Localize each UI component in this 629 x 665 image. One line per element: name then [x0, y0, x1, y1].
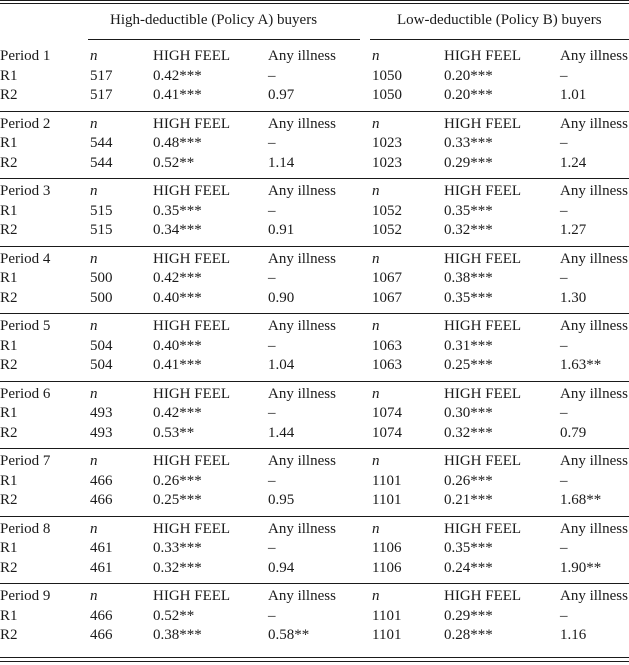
col-label-feel-a: HIGH FEEL [153, 115, 231, 132]
row-label: R2 [0, 87, 18, 104]
row-label: R2 [0, 154, 18, 171]
cell-bn: 1023 [372, 154, 402, 171]
period-divider [0, 111, 629, 112]
cell-afeel: 0.38*** [153, 627, 202, 644]
cell-afeel: 0.48*** [153, 135, 202, 152]
cell-aill: – [268, 337, 276, 354]
cell-afeel: 0.42*** [153, 67, 202, 84]
period-header-row [0, 249, 629, 269]
col-label-n-b: n [372, 385, 380, 402]
cell-an: 493 [90, 405, 113, 422]
cell-bfeel: 0.32*** [444, 222, 493, 239]
group-header-a: High-deductible (Policy A) buyers [110, 12, 318, 28]
table-row [0, 268, 629, 288]
cell-aill: 0.95 [268, 492, 295, 509]
table-row [0, 85, 629, 105]
cell-afeel: 0.25*** [153, 492, 202, 509]
cell-bn: 1050 [372, 87, 402, 104]
cell-an: 466 [90, 607, 113, 624]
table-row [0, 403, 629, 423]
cell-an: 466 [90, 492, 113, 509]
col-label-n-b: n [372, 520, 380, 537]
cell-bn: 1063 [372, 337, 402, 354]
table-row [0, 66, 629, 86]
cell-bn: 1063 [372, 357, 402, 374]
period-header-row [0, 519, 629, 539]
col-label-feel-b: HIGH FEEL [444, 318, 522, 334]
period-divider [0, 313, 629, 314]
cell-bn: 1074 [372, 424, 402, 441]
row-label: R2 [0, 627, 18, 644]
cell-aill: – [268, 135, 276, 152]
col-label-feel-a: HIGH FEEL [153, 588, 231, 604]
col-label-n-b: n [372, 588, 380, 604]
cell-aill: 0.94 [268, 559, 295, 576]
row-label: R1 [0, 67, 18, 84]
cell-aill: – [268, 405, 276, 422]
table-row [0, 423, 629, 443]
cell-an: 544 [90, 135, 113, 152]
cell-an: 515 [90, 202, 113, 219]
cell-bn: 1052 [372, 222, 402, 239]
cell-bn: 1106 [372, 540, 402, 557]
period-header-row [0, 316, 629, 336]
col-label-n-b: n [372, 250, 380, 267]
cell-bill: – [560, 67, 568, 84]
period-divider [0, 246, 629, 247]
cell-an: 461 [90, 540, 113, 557]
col-label-n-a: n [90, 48, 98, 64]
col-label-illness-a: Any illness [268, 318, 336, 334]
period-label: Period 8 [0, 520, 51, 537]
cell-an: 493 [90, 424, 113, 441]
col-label-illness-a: Any illness [268, 250, 336, 267]
cell-bill: – [560, 405, 568, 422]
cell-bfeel: 0.35*** [444, 202, 493, 219]
cell-bill: 0.79 [560, 424, 587, 441]
row-label: R1 [0, 607, 18, 624]
col-label-feel-a: HIGH FEEL [153, 520, 231, 537]
cell-bill: – [560, 540, 568, 557]
cell-an: 504 [90, 337, 113, 354]
col-label-illness-b: Any illness [560, 115, 628, 132]
table-row [0, 133, 629, 153]
col-label-feel-a: HIGH FEEL [153, 183, 231, 199]
cell-bfeel: 0.32*** [444, 424, 493, 441]
row-label: R1 [0, 270, 18, 287]
cell-an: 461 [90, 559, 113, 576]
cell-an: 500 [90, 270, 113, 287]
table-row [0, 355, 629, 375]
cell-bill: – [560, 135, 568, 152]
col-label-n-b: n [372, 453, 380, 469]
cell-bill: – [560, 472, 568, 489]
cell-bill: 1.01 [560, 87, 587, 104]
cell-bill: – [560, 202, 568, 219]
period-header-row [0, 114, 629, 134]
period-divider [0, 583, 629, 584]
bottom-rule [0, 661, 629, 662]
cell-bfeel: 0.28*** [444, 627, 493, 644]
col-label-feel-a: HIGH FEEL [153, 318, 231, 334]
col-label-n-b: n [372, 115, 380, 132]
cell-an: 500 [90, 289, 113, 306]
cell-bn: 1101 [372, 607, 402, 624]
cell-afeel: 0.42*** [153, 270, 202, 287]
cell-bill: 1.68** [560, 492, 602, 509]
cell-bill: 1.90** [560, 559, 602, 576]
col-label-feel-a: HIGH FEEL [153, 385, 231, 402]
col-label-n-a: n [90, 250, 98, 267]
period-header-row [0, 384, 629, 404]
col-label-n-a: n [90, 318, 98, 334]
row-label: R1 [0, 337, 18, 354]
row-label: R2 [0, 559, 18, 576]
cell-aill: 1.14 [268, 154, 295, 171]
period-header-row [0, 46, 629, 66]
col-label-feel-a: HIGH FEEL [153, 453, 231, 469]
top-rule [0, 0, 629, 1]
cell-bn: 1106 [372, 559, 402, 576]
cell-afeel: 0.52** [153, 154, 195, 171]
cell-bn: 1101 [372, 472, 402, 489]
col-label-feel-b: HIGH FEEL [444, 183, 522, 199]
col-label-illness-b: Any illness [560, 385, 628, 402]
col-label-feel-b: HIGH FEEL [444, 588, 522, 604]
cell-bfeel: 0.24*** [444, 559, 493, 576]
cell-afeel: 0.52** [153, 607, 195, 624]
col-label-feel-b: HIGH FEEL [444, 520, 522, 537]
col-label-feel-a: HIGH FEEL [153, 250, 231, 267]
col-label-n-a: n [90, 385, 98, 402]
col-label-n-a: n [90, 520, 98, 537]
cell-afeel: 0.35*** [153, 202, 202, 219]
col-label-illness-b: Any illness [560, 48, 628, 64]
cell-bill: 1.63** [560, 357, 602, 374]
col-label-n-a: n [90, 183, 98, 199]
period-header-row [0, 451, 629, 471]
cell-bfeel: 0.29*** [444, 607, 493, 624]
cell-an: 466 [90, 627, 113, 644]
cell-bill: 1.27 [560, 222, 587, 239]
cell-bn: 1067 [372, 289, 402, 306]
row-label: R1 [0, 540, 18, 557]
table-row [0, 558, 629, 578]
table-row [0, 490, 629, 510]
col-label-n-b: n [372, 183, 380, 199]
period-label: Period 2 [0, 115, 51, 132]
group-header-b: Low-deductible (Policy B) buyers [397, 12, 602, 28]
cell-bn: 1101 [372, 627, 402, 644]
table-row [0, 288, 629, 308]
cell-bfeel: 0.29*** [444, 154, 493, 171]
cell-bill: – [560, 607, 568, 624]
cell-afeel: 0.40*** [153, 337, 202, 354]
cell-an: 466 [90, 472, 113, 489]
col-label-illness-a: Any illness [268, 183, 336, 199]
table-row [0, 220, 629, 240]
period-divider [0, 178, 629, 179]
cell-aill: – [268, 202, 276, 219]
period-label: Period 7 [0, 453, 51, 469]
cell-an: 517 [90, 67, 113, 84]
row-label: R2 [0, 492, 18, 509]
table-row [0, 538, 629, 558]
cell-bfeel: 0.26*** [444, 472, 493, 489]
cell-an: 517 [90, 87, 113, 104]
period-label: Period 5 [0, 318, 51, 334]
cell-afeel: 0.41*** [153, 357, 202, 374]
col-label-feel-a: HIGH FEEL [153, 48, 231, 64]
cell-an: 544 [90, 154, 113, 171]
cell-an: 504 [90, 357, 113, 374]
group-underline-b [370, 39, 629, 40]
cell-an: 515 [90, 222, 113, 239]
period-label: Period 1 [0, 48, 51, 64]
col-label-illness-a: Any illness [268, 588, 336, 604]
cell-bfeel: 0.38*** [444, 270, 493, 287]
cell-aill: – [268, 270, 276, 287]
col-label-feel-b: HIGH FEEL [444, 385, 522, 402]
row-label: R2 [0, 222, 18, 239]
cell-bn: 1074 [372, 405, 402, 422]
col-label-illness-a: Any illness [268, 48, 336, 64]
cell-bill: 1.24 [560, 154, 587, 171]
col-label-n-a: n [90, 453, 98, 469]
col-label-illness-a: Any illness [268, 385, 336, 402]
cell-aill: – [268, 540, 276, 557]
bottom-rule-inner [0, 657, 629, 658]
cell-bn: 1101 [372, 492, 402, 509]
cell-bfeel: 0.33*** [444, 135, 493, 152]
row-label: R1 [0, 472, 18, 489]
table-row [0, 201, 629, 221]
row-label: R2 [0, 357, 18, 374]
col-label-illness-a: Any illness [268, 115, 336, 132]
col-label-illness-b: Any illness [560, 453, 628, 469]
period-divider [0, 516, 629, 517]
col-label-feel-b: HIGH FEEL [444, 453, 522, 469]
row-label: R1 [0, 202, 18, 219]
col-label-illness-b: Any illness [560, 183, 628, 199]
cell-aill: – [268, 67, 276, 84]
period-header-row [0, 586, 629, 606]
cell-bn: 1023 [372, 135, 402, 152]
cell-afeel: 0.42*** [153, 405, 202, 422]
row-label: R2 [0, 289, 18, 306]
cell-bn: 1052 [372, 202, 402, 219]
table-row [0, 336, 629, 356]
period-divider [0, 381, 629, 382]
col-label-n-a: n [90, 588, 98, 604]
period-label: Period 9 [0, 588, 51, 604]
cell-afeel: 0.26*** [153, 472, 202, 489]
cell-bfeel: 0.30*** [444, 405, 493, 422]
top-rule-inner [0, 3, 629, 4]
cell-aill: – [268, 607, 276, 624]
row-label: R1 [0, 135, 18, 152]
cell-bfeel: 0.31*** [444, 337, 493, 354]
cell-aill: – [268, 472, 276, 489]
cell-bill: – [560, 337, 568, 354]
col-label-illness-a: Any illness [268, 520, 336, 537]
table-row [0, 625, 629, 645]
cell-afeel: 0.33*** [153, 540, 202, 557]
cell-aill: 1.44 [268, 424, 295, 441]
period-header-row [0, 181, 629, 201]
cell-afeel: 0.34*** [153, 222, 202, 239]
cell-bill: 1.30 [560, 289, 587, 306]
cell-bfeel: 0.35*** [444, 289, 493, 306]
cell-aill: 1.04 [268, 357, 295, 374]
cell-aill: 0.90 [268, 289, 295, 306]
cell-bn: 1067 [372, 270, 402, 287]
col-label-illness-a: Any illness [268, 453, 336, 469]
cell-bfeel: 0.35*** [444, 540, 493, 557]
cell-afeel: 0.32*** [153, 559, 202, 576]
cell-bfeel: 0.21*** [444, 492, 493, 509]
period-label: Period 3 [0, 183, 51, 199]
cell-aill: 0.97 [268, 87, 295, 104]
col-label-feel-b: HIGH FEEL [444, 115, 522, 132]
cell-bfeel: 0.25*** [444, 357, 493, 374]
col-label-illness-b: Any illness [560, 588, 628, 604]
table-row [0, 606, 629, 626]
col-label-illness-b: Any illness [560, 318, 628, 334]
table-row [0, 153, 629, 173]
col-label-feel-b: HIGH FEEL [444, 250, 522, 267]
cell-bn: 1050 [372, 67, 402, 84]
table-row [0, 471, 629, 491]
cell-aill: 0.91 [268, 222, 295, 239]
cell-bfeel: 0.20*** [444, 67, 493, 84]
cell-bfeel: 0.20*** [444, 87, 493, 104]
col-label-illness-b: Any illness [560, 520, 628, 537]
col-label-illness-b: Any illness [560, 250, 628, 267]
cell-afeel: 0.40*** [153, 289, 202, 306]
period-divider [0, 448, 629, 449]
cell-afeel: 0.41*** [153, 87, 202, 104]
row-label: R1 [0, 405, 18, 422]
group-underline-a [88, 39, 360, 40]
period-label: Period 4 [0, 250, 51, 267]
col-label-n-a: n [90, 115, 98, 132]
col-label-n-b: n [372, 318, 380, 334]
row-label: R2 [0, 424, 18, 441]
col-label-feel-b: HIGH FEEL [444, 48, 522, 64]
cell-aill: 0.58** [268, 627, 310, 644]
col-label-n-b: n [372, 48, 380, 64]
cell-bill: 1.16 [560, 627, 587, 644]
cell-afeel: 0.53** [153, 424, 195, 441]
cell-bill: – [560, 270, 568, 287]
period-label: Period 6 [0, 385, 51, 402]
